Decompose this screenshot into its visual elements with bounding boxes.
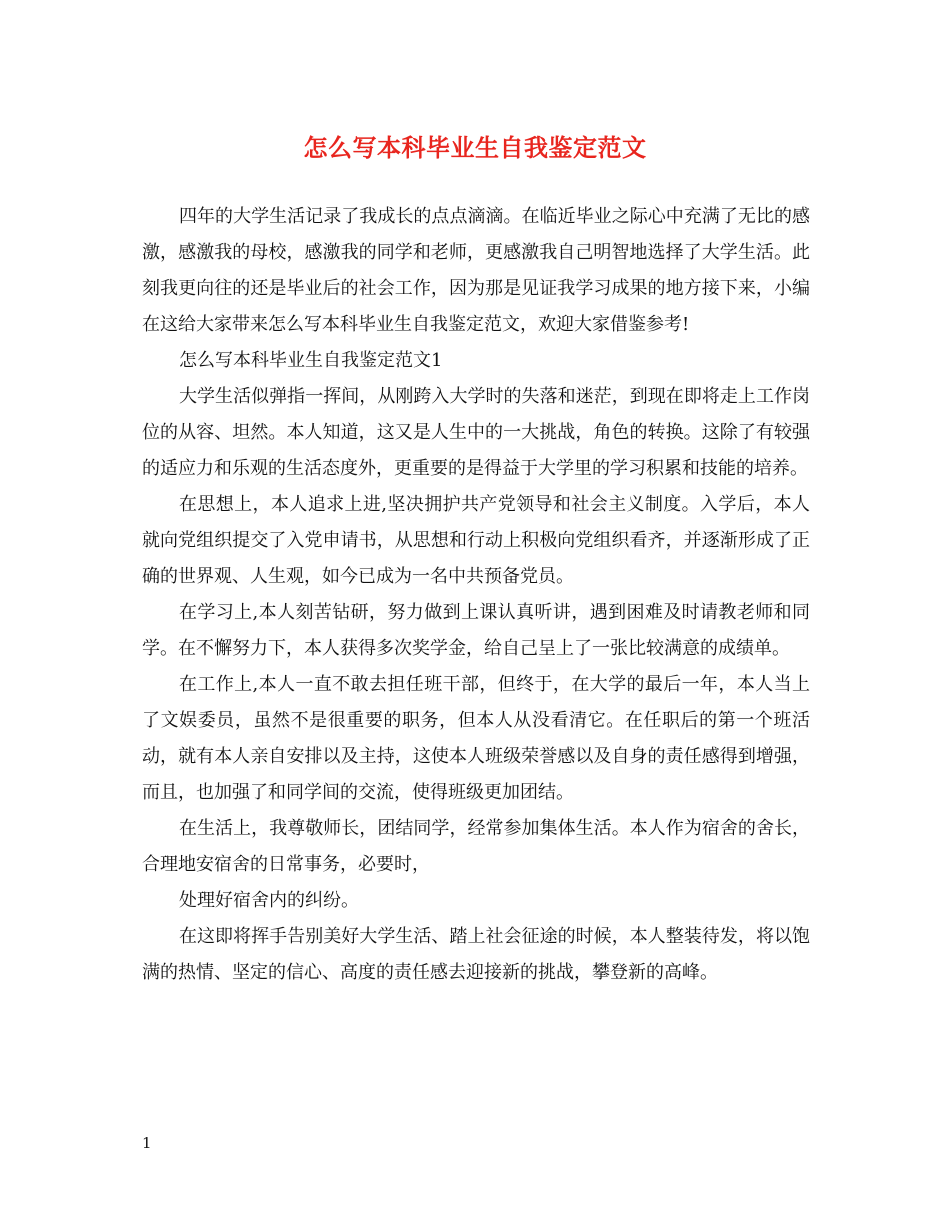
body-paragraph: 大学生活似弹指一挥间，从刚跨入大学时的失落和迷茫，到现在即将走上工作岗位的从容、坦然。本人知道，这又是人生中的一大挑战，角色的转换。这除了有较强的适应力和乐观的生活态度外，更重要的是得益于大学里的学习积累和技能的培养。 — [142, 386, 810, 479]
body-paragraph: 在学习上,本人刻苦钻研，努力做到上课认真听讲，遇到困难及时请教老师和同学。在不懈努力下，本人获得多次奖学金，给自己呈上了一张比较满意的成绩单。 — [142, 602, 810, 659]
body-paragraph: 处理好宿舍内的纠纷。 — [179, 890, 359, 911]
body-paragraph: 在思想上，本人追求上进,坚决拥护共产党领导和社会主义制度。入学后，本人就向党组织提交了入党申请书，从思想和行动上积极向党组织看齐，并逐渐形成了正确的世界观、人生观，如今已成为一名中共预备党员。 — [142, 494, 810, 587]
document-title: 怎么写本科毕业生自我鉴定范文 — [303, 133, 647, 162]
body-paragraph: 在这即将挥手告别美好大学生活、踏上社会征途的时候，本人整装待发，将以饱满的热情、坚定的信心、高度的责任感去迎接新的挑战，攀登新的高峰。 — [142, 926, 810, 983]
section-heading: 怎么写本科毕业生自我鉴定范文1 — [179, 350, 443, 371]
document-body — [142, 199, 810, 991]
page-number: 1 — [142, 1134, 152, 1152]
body-paragraph: 在工作上,本人一直不敢去担任班干部，但终于，在大学的最后一年，本人当上了文娱委员，虽然不是很重要的职务，但本人从没看清它。在任职后的第一个班活动，就有本人亲自安排以及主持，这使本人班级荣誉感以及自身的责任感得到增强，而且，也加强了和同学间的交流，使得班级更加团结。 — [142, 674, 810, 803]
body-paragraph: 在生活上，我尊敬师长，团结同学，经常参加集体生活。本人作为宿舍的舍长，合理地安宿舍的日常事务，必要时， — [142, 818, 810, 875]
intro-paragraph: 四年的大学生活记录了我成长的点点滴滴。在临近毕业之际心中充满了无比的感激，感激我的母校，感激我的同学和老师，更感激我自己明智地选择了大学生活。此刻我更向往的还是毕业后的社会工作，因为那是见证我学习成果的地方接下来，小编在这给大家带来怎么写本科毕业生自我鉴定范文，欢迎大家借鉴参考! — [142, 206, 810, 335]
